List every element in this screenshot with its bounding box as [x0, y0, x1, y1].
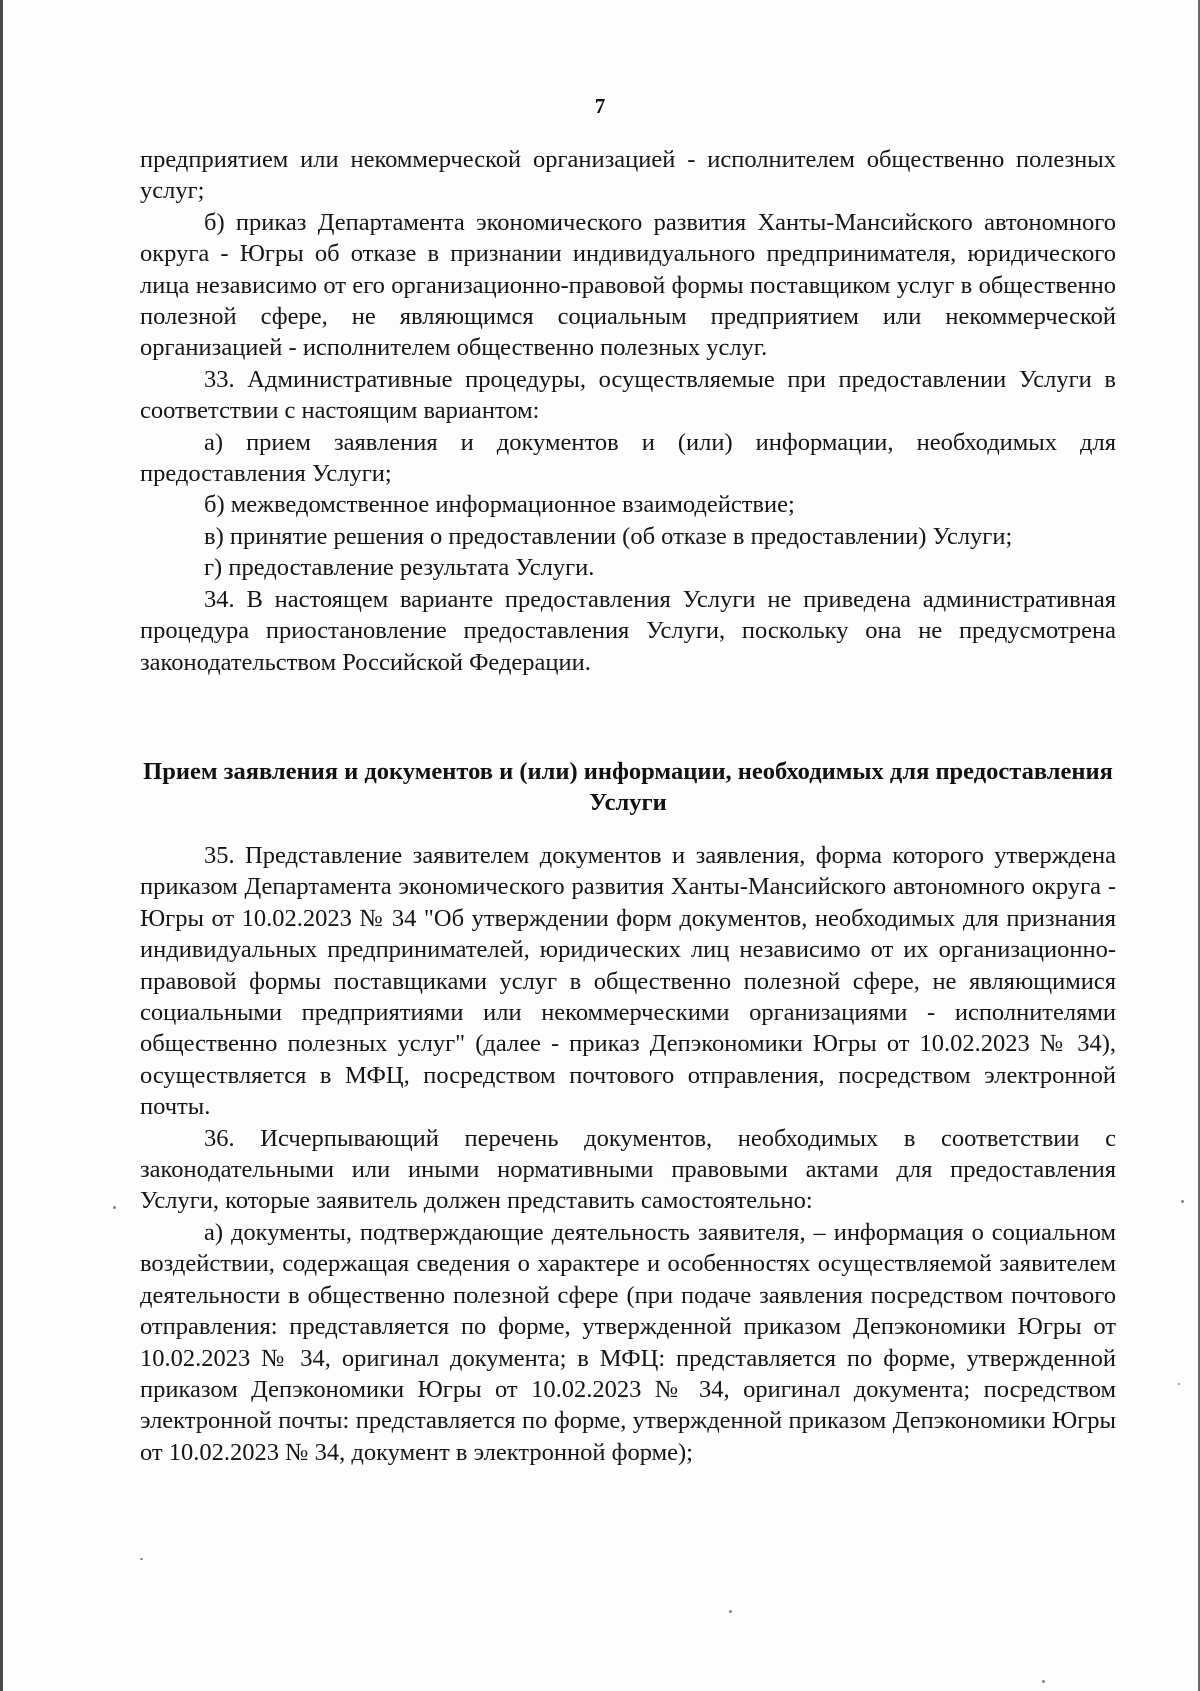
body-text-bottom [140, 840, 1116, 1468]
paragraph-33: 33. Административные процедуры, осуществляемые при предоставлении Услуги в соответствии с настоящим вариантом: [140, 365, 1116, 425]
paragraph-33-g: г) предоставление результата Услуги. [204, 554, 595, 582]
scan-edge-left [0, 0, 3, 1691]
section-heading: Прием заявления и документов и (или) информации, необходимых для предоставления Услуги [143, 758, 1113, 817]
paragraph-33-a: а) прием заявления и документов и (или) информации, необходимых для предоставления Услуги; [140, 428, 1116, 488]
scan-speck [1178, 1383, 1180, 1385]
paragraph-34: 34. В настоящем варианте предоставления Услуги не приведена административная процедура приостановление предоставления Услуги, поскольку она не предусмотрена законодательством Российской Федерации. [140, 585, 1116, 676]
scan-speck [113, 1206, 116, 1209]
page-number: 7 [594, 94, 606, 118]
paragraph-continuation: предприятием или некоммерческой организацией - исполнителем общественно полезных услуг; [140, 146, 1116, 205]
paragraph-item-b: б) приказ Департамента экономического развития Ханты-Мансийского автономного округа - Югры об отказе в признании индивидуального предпринимателя, юридического лица независимо от его организационно-правовой формы поставщиком услуг в общественно полезной сфере, не являющимся социальным предприятием или некоммерческой организацией - исполнителем общественно полезных услуг. [140, 208, 1116, 362]
body-text-top [140, 144, 1116, 678]
paragraph-33-b: б) межведомственное информационное взаимодействие; [204, 491, 795, 519]
paragraph-36-a: а) документы, подтверждающие деятельность заявителя, – информация о социальном воздействии, содержащая сведения о характере и особенностях осуществляемой заявителем деятельности в общественно полезной сфере (при подаче заявления посредством почтового отправления: представляется по форме, утвержденной приказом Депэкономики Югры от 10.02.2023 № 34, оригинал документа; в МФЦ: представляется по форме, утвержденной приказом Депэкономики Югры от 10.02.2023 № 34, оригинал документа; посредством электронной почты: представляется по форме, утвержденной приказом Депэкономики Югры от 10.02.2023 № 34, документ в электронной форме); [140, 1218, 1116, 1466]
scan-speck [1181, 1200, 1184, 1203]
paragraph-35: 35. Представление заявителем документов и заявления, форма которого утверждена приказом Департамента экономического развития Ханты-Мансийского автономного округа - Югры от 10.02.2023 № 34 "Об утверждении форм документов, необходимых для признания индивидуальных предпринимателей, юридических лиц независимо от их организационно-правовой формы поставщиками услуг в общественно полезной сфере, не являющимися социальными предприятиями или некоммерческими организациями - исполнителями общественно полезных услуг" (далее - приказ Депэкономики Югры от 10.02.2023 № 34), осуществляется в МФЦ, посредством почтового отправления, посредством электронной почты. [140, 842, 1116, 1121]
scan-speck [140, 1558, 143, 1560]
scan-speck [729, 1610, 732, 1613]
paragraph-36: 36. Исчерпывающий перечень документов, необходимых в соответствии с законодательными или иными нормативными правовыми актами для предоставления Услуги, которые заявитель должен представить самостоятельно: [140, 1124, 1116, 1215]
paragraph-33-v: в) принятие решения о предоставлении (об отказе в предоставлении) Услуги; [204, 522, 1013, 550]
scan-speck [1042, 1680, 1045, 1683]
